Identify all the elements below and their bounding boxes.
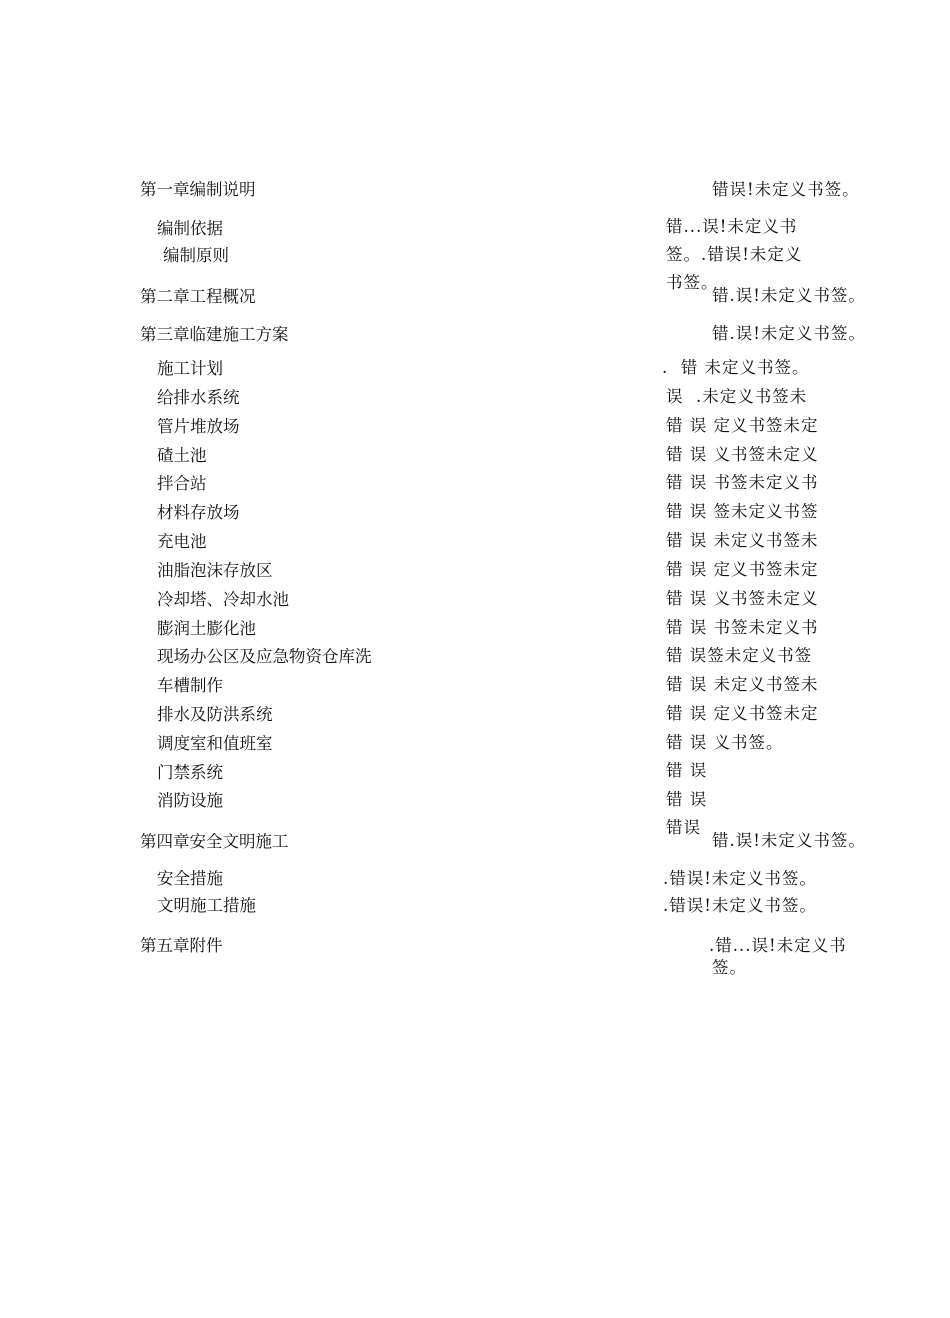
toc-page-ref: 错.误!未定义书签。 <box>712 324 866 343</box>
toc-section: 编制依据 <box>157 220 223 238</box>
toc-page-ref: 错 误 <box>666 761 708 780</box>
toc-section: 排水及防洪系统 <box>157 706 273 724</box>
toc-section: 门禁系统 <box>157 764 223 782</box>
toc-section: 碴土池 <box>157 447 207 465</box>
toc-page-ref: 书签。 <box>666 273 719 292</box>
toc-chapter-1: 第一章编制说明 <box>140 181 256 199</box>
toc-page-ref: 错 误 定义书签未定 <box>666 416 819 435</box>
toc-page-ref: .错误!未定义书签。 <box>663 869 817 888</box>
toc-section: 文明施工措施 <box>157 897 256 915</box>
toc-page-ref: 错 误 书签未定义书 <box>666 618 819 637</box>
toc-section: 给排水系统 <box>157 389 240 407</box>
toc-page-ref: 错 误 定义书签未定 <box>666 704 819 723</box>
toc-page-ref: 错 误 定义书签未定 <box>666 560 819 579</box>
toc-section: 冷却塔、冷却水池 <box>157 591 289 609</box>
toc-chapter-4: 第四章安全文明施工 <box>140 833 289 851</box>
toc-page-ref: 错.误!未定义书签。 <box>712 286 866 305</box>
toc-section: 拌合站 <box>157 475 207 493</box>
toc-page-ref: 错 误 <box>666 790 708 809</box>
toc-page-ref: 错误 <box>666 818 701 837</box>
toc-section: 油脂泡沫存放区 <box>157 562 273 580</box>
toc-section: 膨润土膨化池 <box>157 620 256 638</box>
toc-section: 编制原则 <box>163 247 229 265</box>
toc-chapter-2: 第二章工程概况 <box>140 288 256 306</box>
toc-page-ref: 签。 <box>712 958 747 977</box>
toc-chapter-5: 第五章附件 <box>140 937 223 955</box>
toc-page-ref: .错误!未定义书签。 <box>663 896 817 915</box>
toc-section: 管片堆放场 <box>157 418 240 436</box>
toc-section: 充电池 <box>157 533 207 551</box>
toc-section: 材料存放场 <box>157 504 240 522</box>
toc-page-ref: 错误!未定义书签。 <box>712 180 860 199</box>
toc-section: 施工计划 <box>157 360 223 378</box>
toc-page-ref: 错.误!未定义书签。 <box>712 831 866 850</box>
toc-section: 调度室和值班室 <box>157 735 273 753</box>
toc-page-ref: 错 误 义书签未定义 <box>666 589 819 608</box>
toc-page-ref: .错...误!未定义书 <box>709 936 847 955</box>
toc-page-ref: 错...误!未定义书 <box>666 217 798 236</box>
toc-section: 消防设施 <box>157 792 223 810</box>
toc-page-ref: . 错 未定义书签。 <box>662 358 810 377</box>
toc-section: 安全措施 <box>157 870 223 888</box>
toc-page-ref: 错 误 签未定义书签 <box>666 502 819 521</box>
toc-section: 现场办公区及应急物资仓库洗 <box>157 648 372 666</box>
toc-page-ref: 错 误 书签未定义书 <box>666 473 819 492</box>
toc-page-ref: 错 误 未定义书签未 <box>666 531 819 550</box>
toc-page-ref: 错 误 义书签未定义 <box>666 445 819 464</box>
toc-page-ref: 签。.错误!未定义 <box>666 245 803 264</box>
toc-page-ref: 错 误签未定义书签 <box>666 646 813 665</box>
toc-page-ref: 误 .未定义书签未 <box>666 387 808 406</box>
toc-chapter-3: 第三章临建施工方案 <box>140 326 289 344</box>
toc-page-ref: 错 误 义书签。 <box>666 733 784 752</box>
toc-section: 车槽制作 <box>157 677 223 695</box>
toc-page-ref: 错 误 未定义书签未 <box>666 675 819 694</box>
